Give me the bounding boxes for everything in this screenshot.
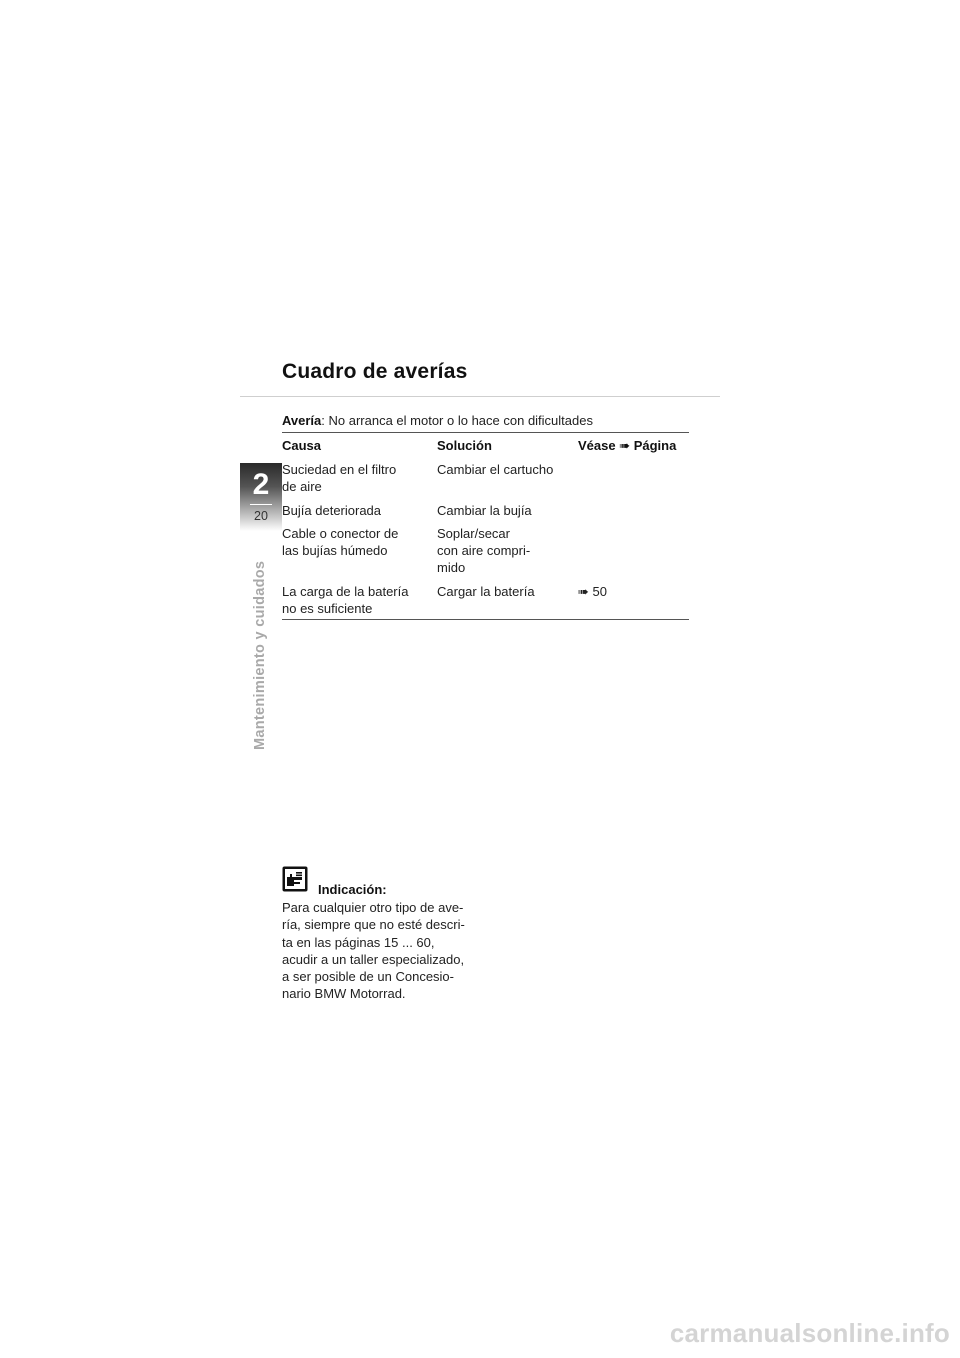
fault-description	[282, 413, 593, 428]
cell-line: Soplar/secar	[437, 526, 510, 541]
note-line: ta en las páginas 15 ... 60,	[282, 934, 435, 950]
note-hand-icon	[282, 866, 308, 892]
fault-text: : No arranca el motor o lo hace con dificultades	[321, 413, 593, 428]
fault-label: Avería	[282, 413, 322, 428]
chapter-number: 2	[252, 468, 270, 501]
table-row-3-cause	[282, 525, 398, 559]
cell-line: Cable o conector de	[282, 526, 399, 541]
cell-line: Cargar la batería	[437, 584, 535, 599]
cell-line: La carga de la batería	[282, 584, 409, 599]
chapter-divider	[250, 504, 272, 505]
table-row-2-cause	[282, 502, 381, 519]
table-row-1-cause	[282, 461, 396, 495]
note-text	[282, 899, 512, 1003]
note-line: ría, siempre que no esté descri-	[282, 917, 465, 933]
cell-line: Cambiar el cartucho	[437, 462, 554, 477]
header-see-page: Véase ➠ Página	[578, 438, 677, 453]
cell-line: Suciedad en el filtro	[282, 462, 397, 477]
note-line: nario BMW Motorrad.	[282, 986, 406, 1002]
table-row-4-cause	[282, 583, 408, 617]
cell-line: con aire compri-	[437, 543, 531, 558]
title-divider	[240, 396, 720, 397]
note-line: a ser posible de un Concesio-	[282, 969, 454, 985]
table-top-rule	[282, 432, 689, 433]
table-row-4-solution	[437, 583, 535, 600]
note-line: acudir a un taller especializado,	[282, 951, 465, 967]
table-row-1-solution	[437, 461, 553, 478]
table-row-4-page-ref: ➠ 50	[578, 584, 607, 599]
page-title: Cuadro de averías	[282, 360, 468, 383]
chapter-side-label: Mantenimiento y cuidados	[252, 560, 268, 750]
note-line: Para cualquier otro tipo de ave-	[282, 900, 464, 915]
watermark: carmanualsonline.info	[669, 1318, 950, 1348]
cell-line: Cambiar la bujía	[437, 503, 532, 518]
cell-line: mido	[437, 560, 466, 575]
page-number: 20	[254, 509, 268, 523]
cell-line: no es suficiente	[282, 601, 373, 616]
header-solution: Solución	[437, 438, 492, 453]
cell-line: Bujía deteriorada	[282, 503, 382, 518]
table-row-2-solution	[437, 502, 532, 519]
table-row-3-solution	[437, 525, 530, 576]
note-title: Indicación:	[318, 882, 387, 897]
cell-line: de aire	[282, 479, 322, 494]
table-bottom-rule	[282, 619, 689, 620]
header-cause: Causa	[282, 438, 322, 453]
cell-line: las bujías húmedo	[282, 543, 388, 558]
